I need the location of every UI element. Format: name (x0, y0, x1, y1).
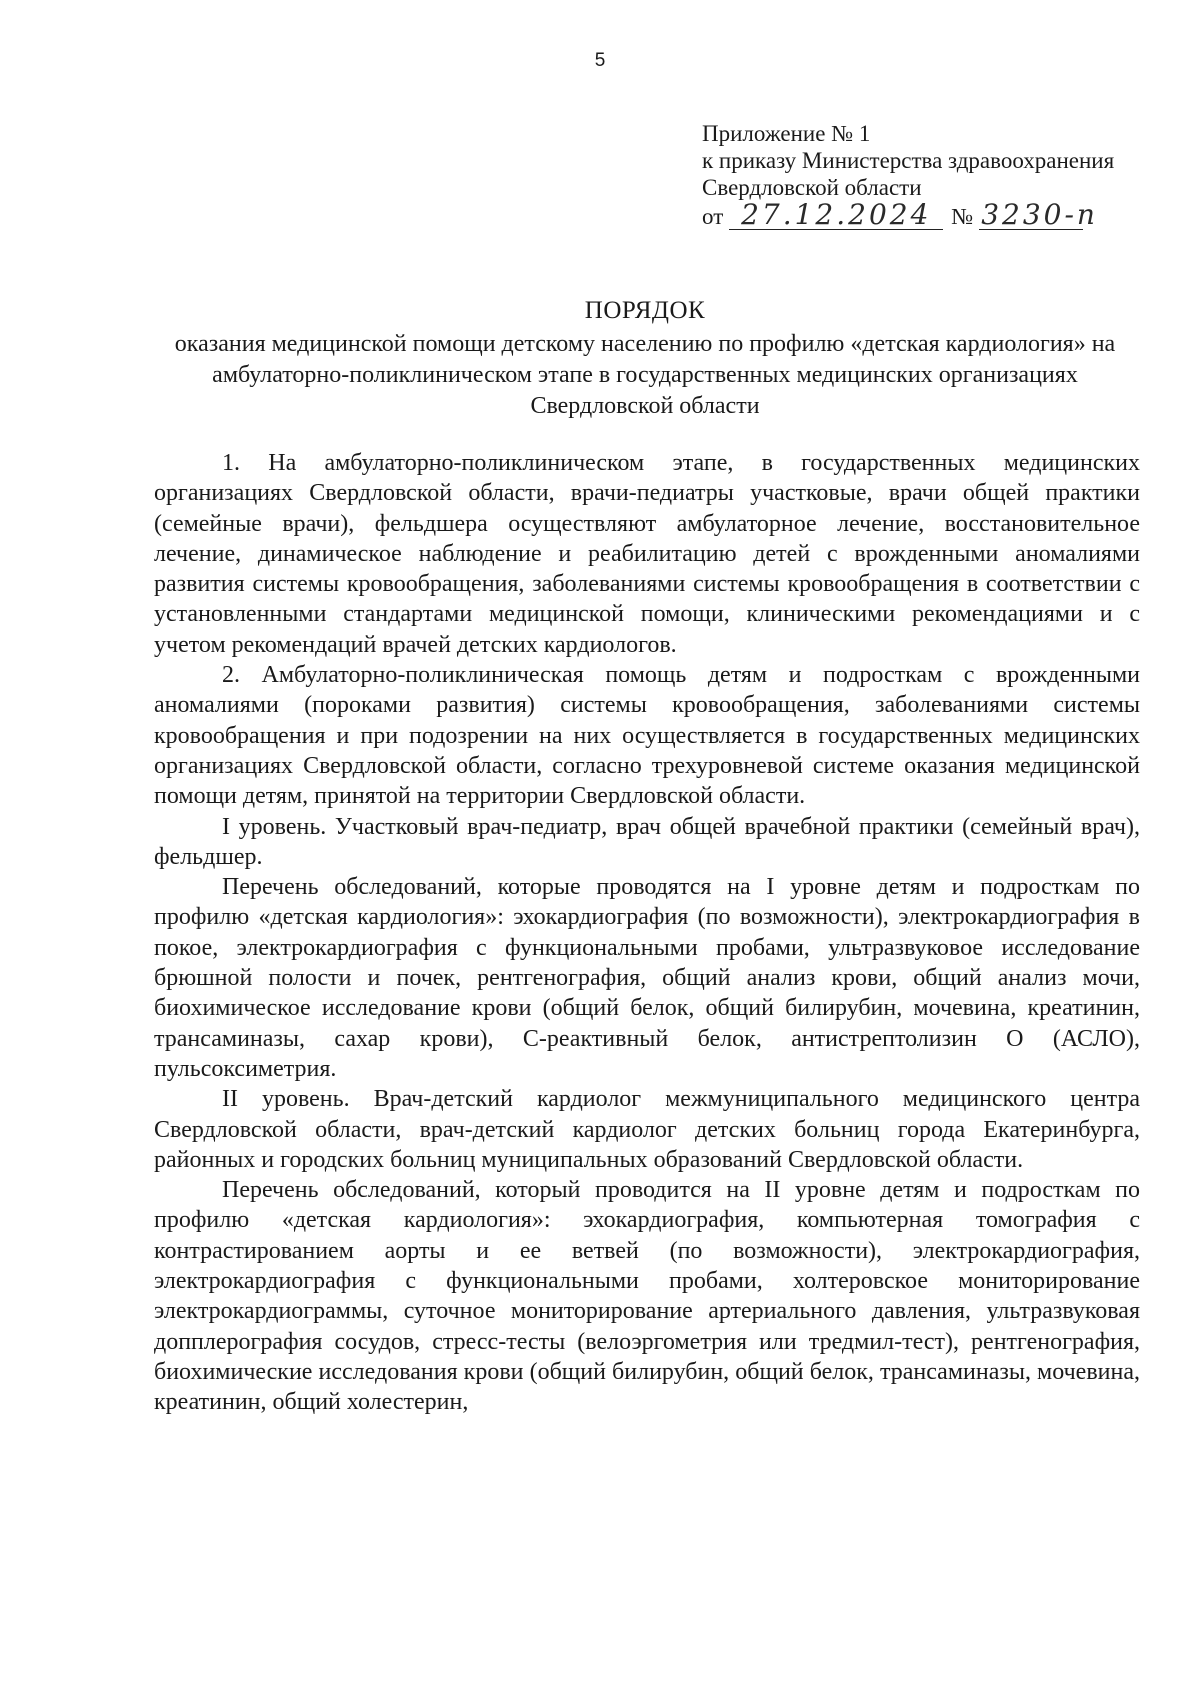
annex-date-number-row (702, 198, 1142, 231)
annex-title: Приложение № 1 (702, 121, 871, 146)
paragraph-level-1: I уровень. Участковый врач-педиатр, врач общей врачебной практики (семейный врач), фельдшер. (154, 813, 1140, 870)
date-prefix: от (702, 204, 724, 229)
annex-block (702, 120, 1142, 230)
handwritten-order-number: 3230-п (981, 198, 1098, 231)
document-subtitle: оказания медицинской помощи детскому населению по профилю «детская кардиология» на амбулаторно-поликлиническом этапе в государственных медицинских организациях Свердловской области (174, 331, 1116, 419)
document-title: ПОРЯДОК (584, 297, 706, 324)
paragraph-2: 2. Амбулаторно-поликлиническая помощь детям и подросткам с врожденными аномалиями (пороками развития) системы кровообращения, заболеваниями системы кровообращения и при подозрении на них осуществляется в государственных медицинских организациях Свердловской области, согласно трехуровневой системе оказания медицинской помощи детям, принятой на территории Свердловской области. (154, 662, 1140, 810)
handwritten-date: 27.12.2024 (729, 201, 943, 230)
paragraph-level-2: II уровень. Врач-детский кардиолог межмуниципального медицинского центра Свердловской области, врач-детский кардиолог детских больниц города Екатеринбурга, районных и городских больниц муниципальных образований Свердловской области. (154, 1086, 1140, 1173)
document-body (154, 448, 1140, 1418)
number-prefix: № (951, 204, 974, 229)
page-number: 5 (594, 50, 606, 71)
paragraph-level-2-exams: Перечень обследований, который проводится на II уровне детям и подросткам по профилю «детская кардиология»: эхокардиография, компьютерная томография с контрастированием аорты и ее ветвей (по возможности), электрокардиография, электрокардиография с функциональными пробами, холтеровское мониторирование электрокардиограммы, суточное мониторирование артериального давления, ультразвуковая допплерография сосудов, стресс-тесты (велоэргометрия или тредмил-тест), рентгенография, биохимические исследования крови (общий билирубин, общий белок, трансаминазы, мочевина, креатинин, общий холестерин, (154, 1177, 1140, 1416)
paragraph-1: 1. На амбулаторно-поликлиническом этапе, в государственных медицинских организациях Свердловской области, врачи-педиатры участковые, врачи общей практики (семейные врачи), фельдшера осуществляют амбулаторное лечение, восстановительное лечение, динамическое наблюдение и реабилитацию детей с врожденными аномалиями развития системы кровообращения, заболеваниями системы кровообращения в соответствии с установленными стандартами медицинской помощи, клиническими рекомендациями и с учетом рекомендаций врачей детских кардиологов. (154, 450, 1140, 658)
paragraph-level-1-exams: Перечень обследований, которые проводятся на I уровне детям и подросткам по профилю «детская кардиология»: эхокардиография (по возможности), электрокардиография в покое, электрокардиография с функциональными пробами, ультразвуковое исследование брюшной полости и почек, рентгенография, общий анализ крови, общий анализ мочи, биохимическое исследование крови (общий белок, общий билирубин, мочевина, креатинин, трансаминазы, сахар крови), С-реактивный белок, антистрептолизин О (АСЛО), пульсоксиметрия. (154, 874, 1140, 1082)
document-title-block (150, 295, 1140, 422)
annex-order-reference: к приказу Министерства здравоохранения (702, 148, 1115, 173)
annex-region: Свердловской области (702, 175, 922, 200)
